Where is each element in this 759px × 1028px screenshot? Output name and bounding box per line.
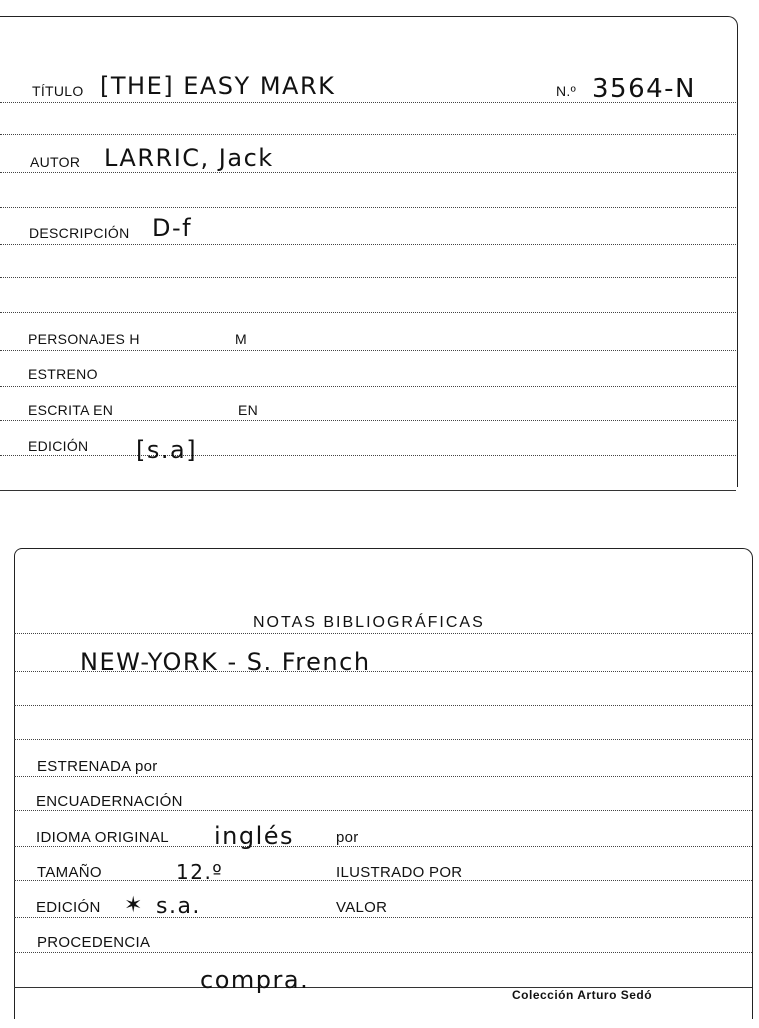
rule-line — [0, 134, 736, 135]
rule-line — [14, 739, 752, 740]
titulo-label: TÍTULO — [32, 83, 84, 99]
autor-value: LARRIC, Jack — [104, 144, 274, 172]
rule-line — [14, 846, 752, 847]
edicion-bottom-value-strike: ✶ — [124, 893, 144, 918]
rule-line — [0, 207, 736, 208]
collection-credit: Colección Arturo Sedó — [512, 988, 653, 1002]
rule-line — [0, 277, 736, 278]
rule-line — [0, 386, 736, 387]
rule-line — [14, 810, 752, 811]
rule-line — [14, 952, 752, 953]
rule-line — [14, 776, 752, 777]
rule-line — [14, 705, 752, 706]
edicion-label: EDICIÓN — [28, 438, 89, 454]
numero-value: 3564-N — [592, 74, 696, 104]
descripcion-label: DESCRIPCIÓN — [29, 225, 130, 241]
tamano-value: 12.º — [176, 860, 224, 884]
edicion-value: [s.a] — [136, 436, 198, 464]
rule-line — [14, 633, 752, 634]
procedencia-value: compra. — [200, 966, 310, 994]
rule-line — [0, 420, 736, 421]
idioma-value: inglés — [214, 822, 295, 850]
valor-label: VALOR — [336, 899, 388, 916]
rule-line — [0, 350, 736, 351]
rule-line — [0, 312, 736, 313]
escrita-en-second-label: EN — [238, 402, 259, 418]
numero-label: N.º — [556, 83, 577, 99]
titulo-value: [THE] EASY MARK — [100, 72, 336, 100]
personajes-label: PERSONAJES H — [28, 331, 140, 347]
idioma-por-label: por — [336, 829, 359, 846]
rule-line — [0, 455, 736, 456]
descripcion-value: D-f — [152, 214, 193, 242]
procedencia-label: PROCEDENCIA — [37, 934, 151, 951]
personajes-m-label: M — [235, 331, 247, 347]
notas-value: NEW-YORK - S. French — [80, 648, 371, 676]
idioma-label: IDIOMA ORIGINAL — [36, 829, 169, 846]
escrita-en-label: ESCRITA EN — [28, 402, 114, 418]
rule-line — [0, 244, 736, 245]
rule-line — [0, 172, 736, 173]
estreno-label: ESTRENO — [28, 366, 98, 382]
estrenada-label: ESTRENADA por — [37, 758, 158, 775]
notas-heading: NOTAS BIBLIOGRÁFICAS — [253, 614, 485, 631]
edicion-bottom-value: s.a. — [156, 894, 201, 919]
edicion-bottom-label: EDICIÓN — [36, 899, 101, 916]
encuadernacion-label: ENCUADERNACIÓN — [36, 793, 183, 810]
autor-label: AUTOR — [30, 154, 81, 170]
tamano-label: TAMAÑO — [37, 864, 102, 881]
card-bottom-edge — [0, 490, 736, 491]
ilustrado-label: ILUSTRADO POR — [336, 864, 463, 881]
